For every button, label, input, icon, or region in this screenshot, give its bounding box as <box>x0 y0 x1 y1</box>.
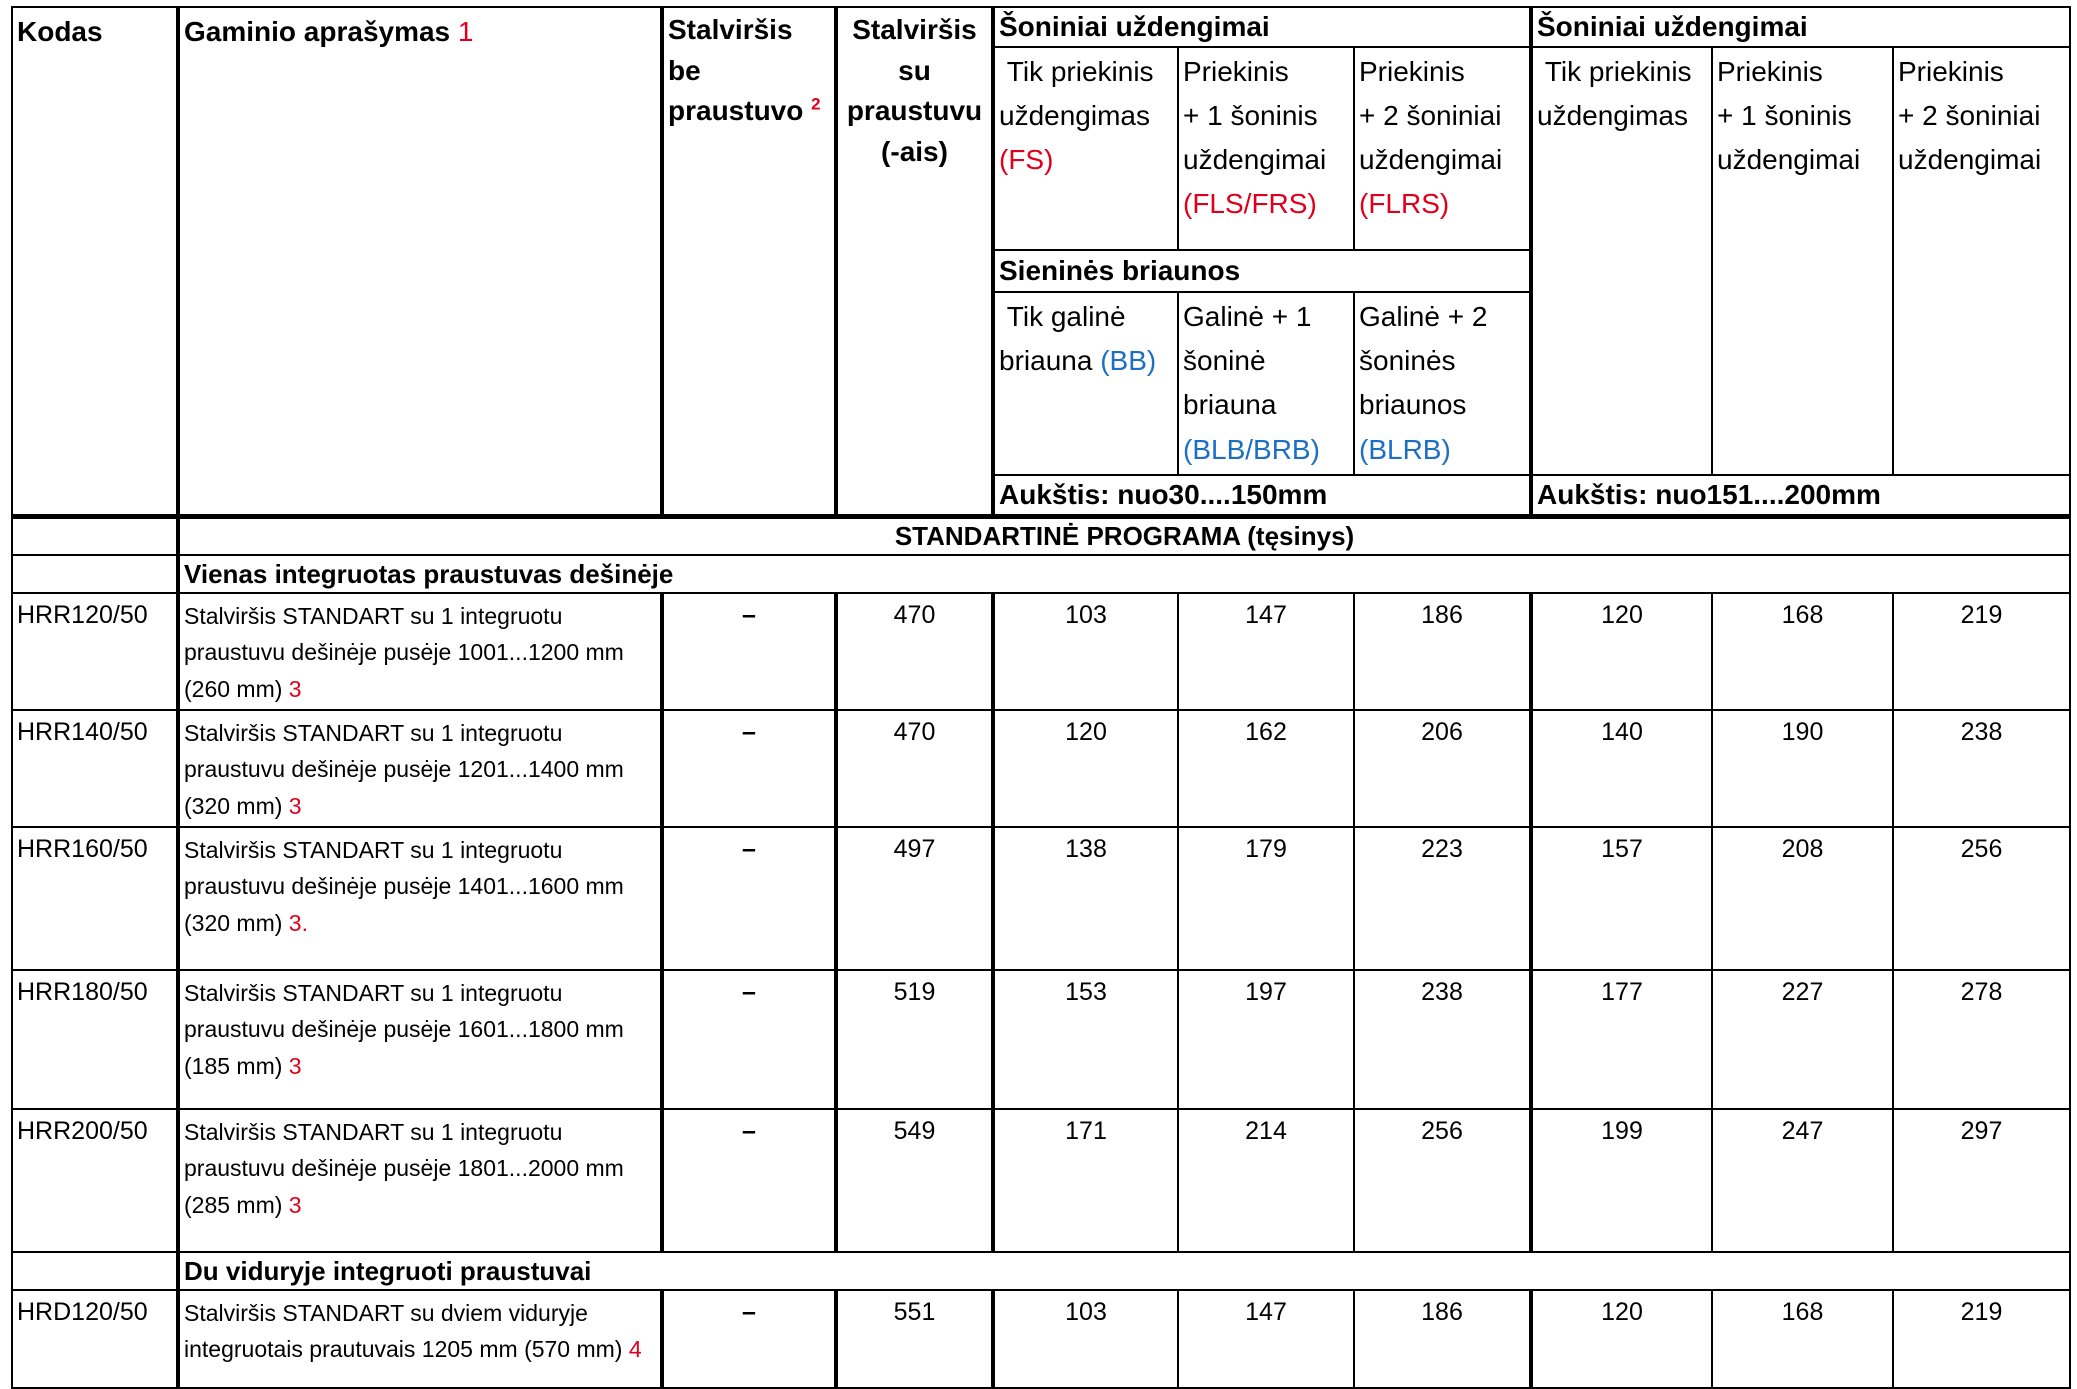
cell-fls2: 247 <box>1712 1109 1893 1252</box>
table-row <box>12 1290 2070 1388</box>
cell-fs: 103 <box>993 593 1178 710</box>
cell-fs: 103 <box>993 1290 1178 1388</box>
header-code: Kodas <box>12 7 178 516</box>
row-code: HRR180/50 <box>12 970 178 1109</box>
header-fs: Tik priekinis uždengimas (FS) <box>993 47 1178 250</box>
cell-no-sink: – <box>662 827 836 970</box>
row-description: Stalviršis STANDART su dviem viduryje integruotais prautuvais 1205 mm (570 mm) 4 <box>178 1290 662 1388</box>
cell-fls: 197 <box>1178 970 1354 1109</box>
group-title-2: Du viduryje integruoti praustuvai <box>178 1252 2070 1290</box>
header-blrb: Galinė + 2 šoninės briaunos (BLRB) <box>1354 292 1531 475</box>
cell-flrs: 186 <box>1354 1290 1531 1388</box>
cell-flrs: 238 <box>1354 970 1531 1109</box>
header-height-b: Aukštis: nuo151....200mm <box>1531 475 2070 516</box>
cell-fls: 214 <box>1178 1109 1354 1252</box>
cell-fls2: 208 <box>1712 827 1893 970</box>
cell-fls2: 168 <box>1712 593 1893 710</box>
header-height-a: Aukštis: nuo30....150mm <box>993 475 1531 516</box>
row-code: HRD120/50 <box>12 1290 178 1388</box>
header-wall-edges: Sieninės briaunos <box>993 250 1531 292</box>
cell-flrs: 206 <box>1354 710 1531 827</box>
header-side-covers-b: Šoniniai uždengimai <box>1531 7 2070 47</box>
header-flrs-b: Priekinis + 2 šoniniai uždengimai <box>1893 47 2070 475</box>
row-description: Stalviršis STANDART su 1 integruotu praustuvu dešinėje pusėje 1801...2000 mm (285 mm) 3 <box>178 1109 662 1252</box>
cell-fls: 147 <box>1178 593 1354 710</box>
cell-with-sink: 519 <box>836 970 993 1109</box>
cell-flrs2: 256 <box>1893 827 2070 970</box>
cell-flrs2: 219 <box>1893 593 2070 710</box>
group-empty-cell <box>12 1252 178 1290</box>
cell-fs2: 140 <box>1531 710 1712 827</box>
cell-no-sink: – <box>662 710 836 827</box>
cell-fls: 147 <box>1178 1290 1354 1388</box>
cell-fls2: 227 <box>1712 970 1893 1109</box>
banner-empty-cell <box>12 516 178 555</box>
cell-fls2: 168 <box>1712 1290 1893 1388</box>
cell-fs: 138 <box>993 827 1178 970</box>
row-code: HRR120/50 <box>12 593 178 710</box>
cell-fs: 153 <box>993 970 1178 1109</box>
price-table <box>11 6 2071 1389</box>
header-top-no-sink: Stalviršis be praustuvo $^2$ <box>662 7 836 516</box>
header-flrs: Priekinis + 2 šoniniai uždengimai (FLRS) <box>1354 47 1531 250</box>
header-fls-b: Priekinis + 1 šoninis uždengimai <box>1712 47 1893 475</box>
row-code: HRR140/50 <box>12 710 178 827</box>
header-description: Gaminio aprašymas 1 <box>178 7 662 516</box>
section-banner: STANDARTINĖ PROGRAMA (tęsinys) <box>178 516 2070 555</box>
cell-fs2: 177 <box>1531 970 1712 1109</box>
table-row <box>12 1109 2070 1252</box>
cell-flrs: 186 <box>1354 593 1531 710</box>
cell-no-sink: – <box>662 593 836 710</box>
cell-fs2: 157 <box>1531 827 1712 970</box>
cell-with-sink: 551 <box>836 1290 993 1388</box>
cell-flrs2: 278 <box>1893 970 2070 1109</box>
cell-flrs2: 219 <box>1893 1290 2070 1388</box>
cell-flrs: 223 <box>1354 827 1531 970</box>
cell-no-sink: – <box>662 1290 836 1388</box>
cell-with-sink: 549 <box>836 1109 993 1252</box>
header-fls: Priekinis + 1 šoninis uždengimai (FLS/FRS) <box>1178 47 1354 250</box>
cell-no-sink: – <box>662 970 836 1109</box>
header-side-covers-a: Šoniniai uždengimai <box>993 7 1531 47</box>
table-row <box>12 827 2070 970</box>
group-empty-cell <box>12 555 178 593</box>
table-row <box>12 970 2070 1109</box>
cell-flrs: 256 <box>1354 1109 1531 1252</box>
cell-fls: 179 <box>1178 827 1354 970</box>
row-description: Stalviršis STANDART su 1 integruotu praustuvu dešinėje pusėje 1201...1400 mm (320 mm) 3 <box>178 710 662 827</box>
cell-fs2: 199 <box>1531 1109 1712 1252</box>
group-title-1: Vienas integruotas praustuvas dešinėje <box>178 555 2070 593</box>
cell-no-sink: – <box>662 1109 836 1252</box>
header-blb: Galinė + 1 šoninė briauna (BLB/BRB) <box>1178 292 1354 475</box>
cell-flrs2: 238 <box>1893 710 2070 827</box>
row-code: HRR200/50 <box>12 1109 178 1252</box>
table-row <box>12 593 2070 710</box>
cell-with-sink: 497 <box>836 827 993 970</box>
table-row <box>12 710 2070 827</box>
cell-fs2: 120 <box>1531 593 1712 710</box>
row-description: Stalviršis STANDART su 1 integruotu praustuvu dešinėje pusėje 1401...1600 mm (320 mm) 3. <box>178 827 662 970</box>
cell-flrs2: 297 <box>1893 1109 2070 1252</box>
cell-with-sink: 470 <box>836 710 993 827</box>
row-description: Stalviršis STANDART su 1 integruotu praustuvu dešinėje pusėje 1001...1200 mm (260 mm) 3 <box>178 593 662 710</box>
cell-fs: 120 <box>993 710 1178 827</box>
header-bb: Tik galinė briauna (BB) <box>993 292 1178 475</box>
row-description: Stalviršis STANDART su 1 integruotu praustuvu dešinėje pusėje 1601...1800 mm (185 mm) 3 <box>178 970 662 1109</box>
cell-fls: 162 <box>1178 710 1354 827</box>
cell-fs2: 120 <box>1531 1290 1712 1388</box>
row-code: HRR160/50 <box>12 827 178 970</box>
header-top-with-sink: Stalviršis su praustuvu (-ais) <box>836 7 993 516</box>
header-fs-b: Tik priekinis uždengimas <box>1531 47 1712 475</box>
cell-fs: 171 <box>993 1109 1178 1252</box>
cell-with-sink: 470 <box>836 593 993 710</box>
cell-fls2: 190 <box>1712 710 1893 827</box>
